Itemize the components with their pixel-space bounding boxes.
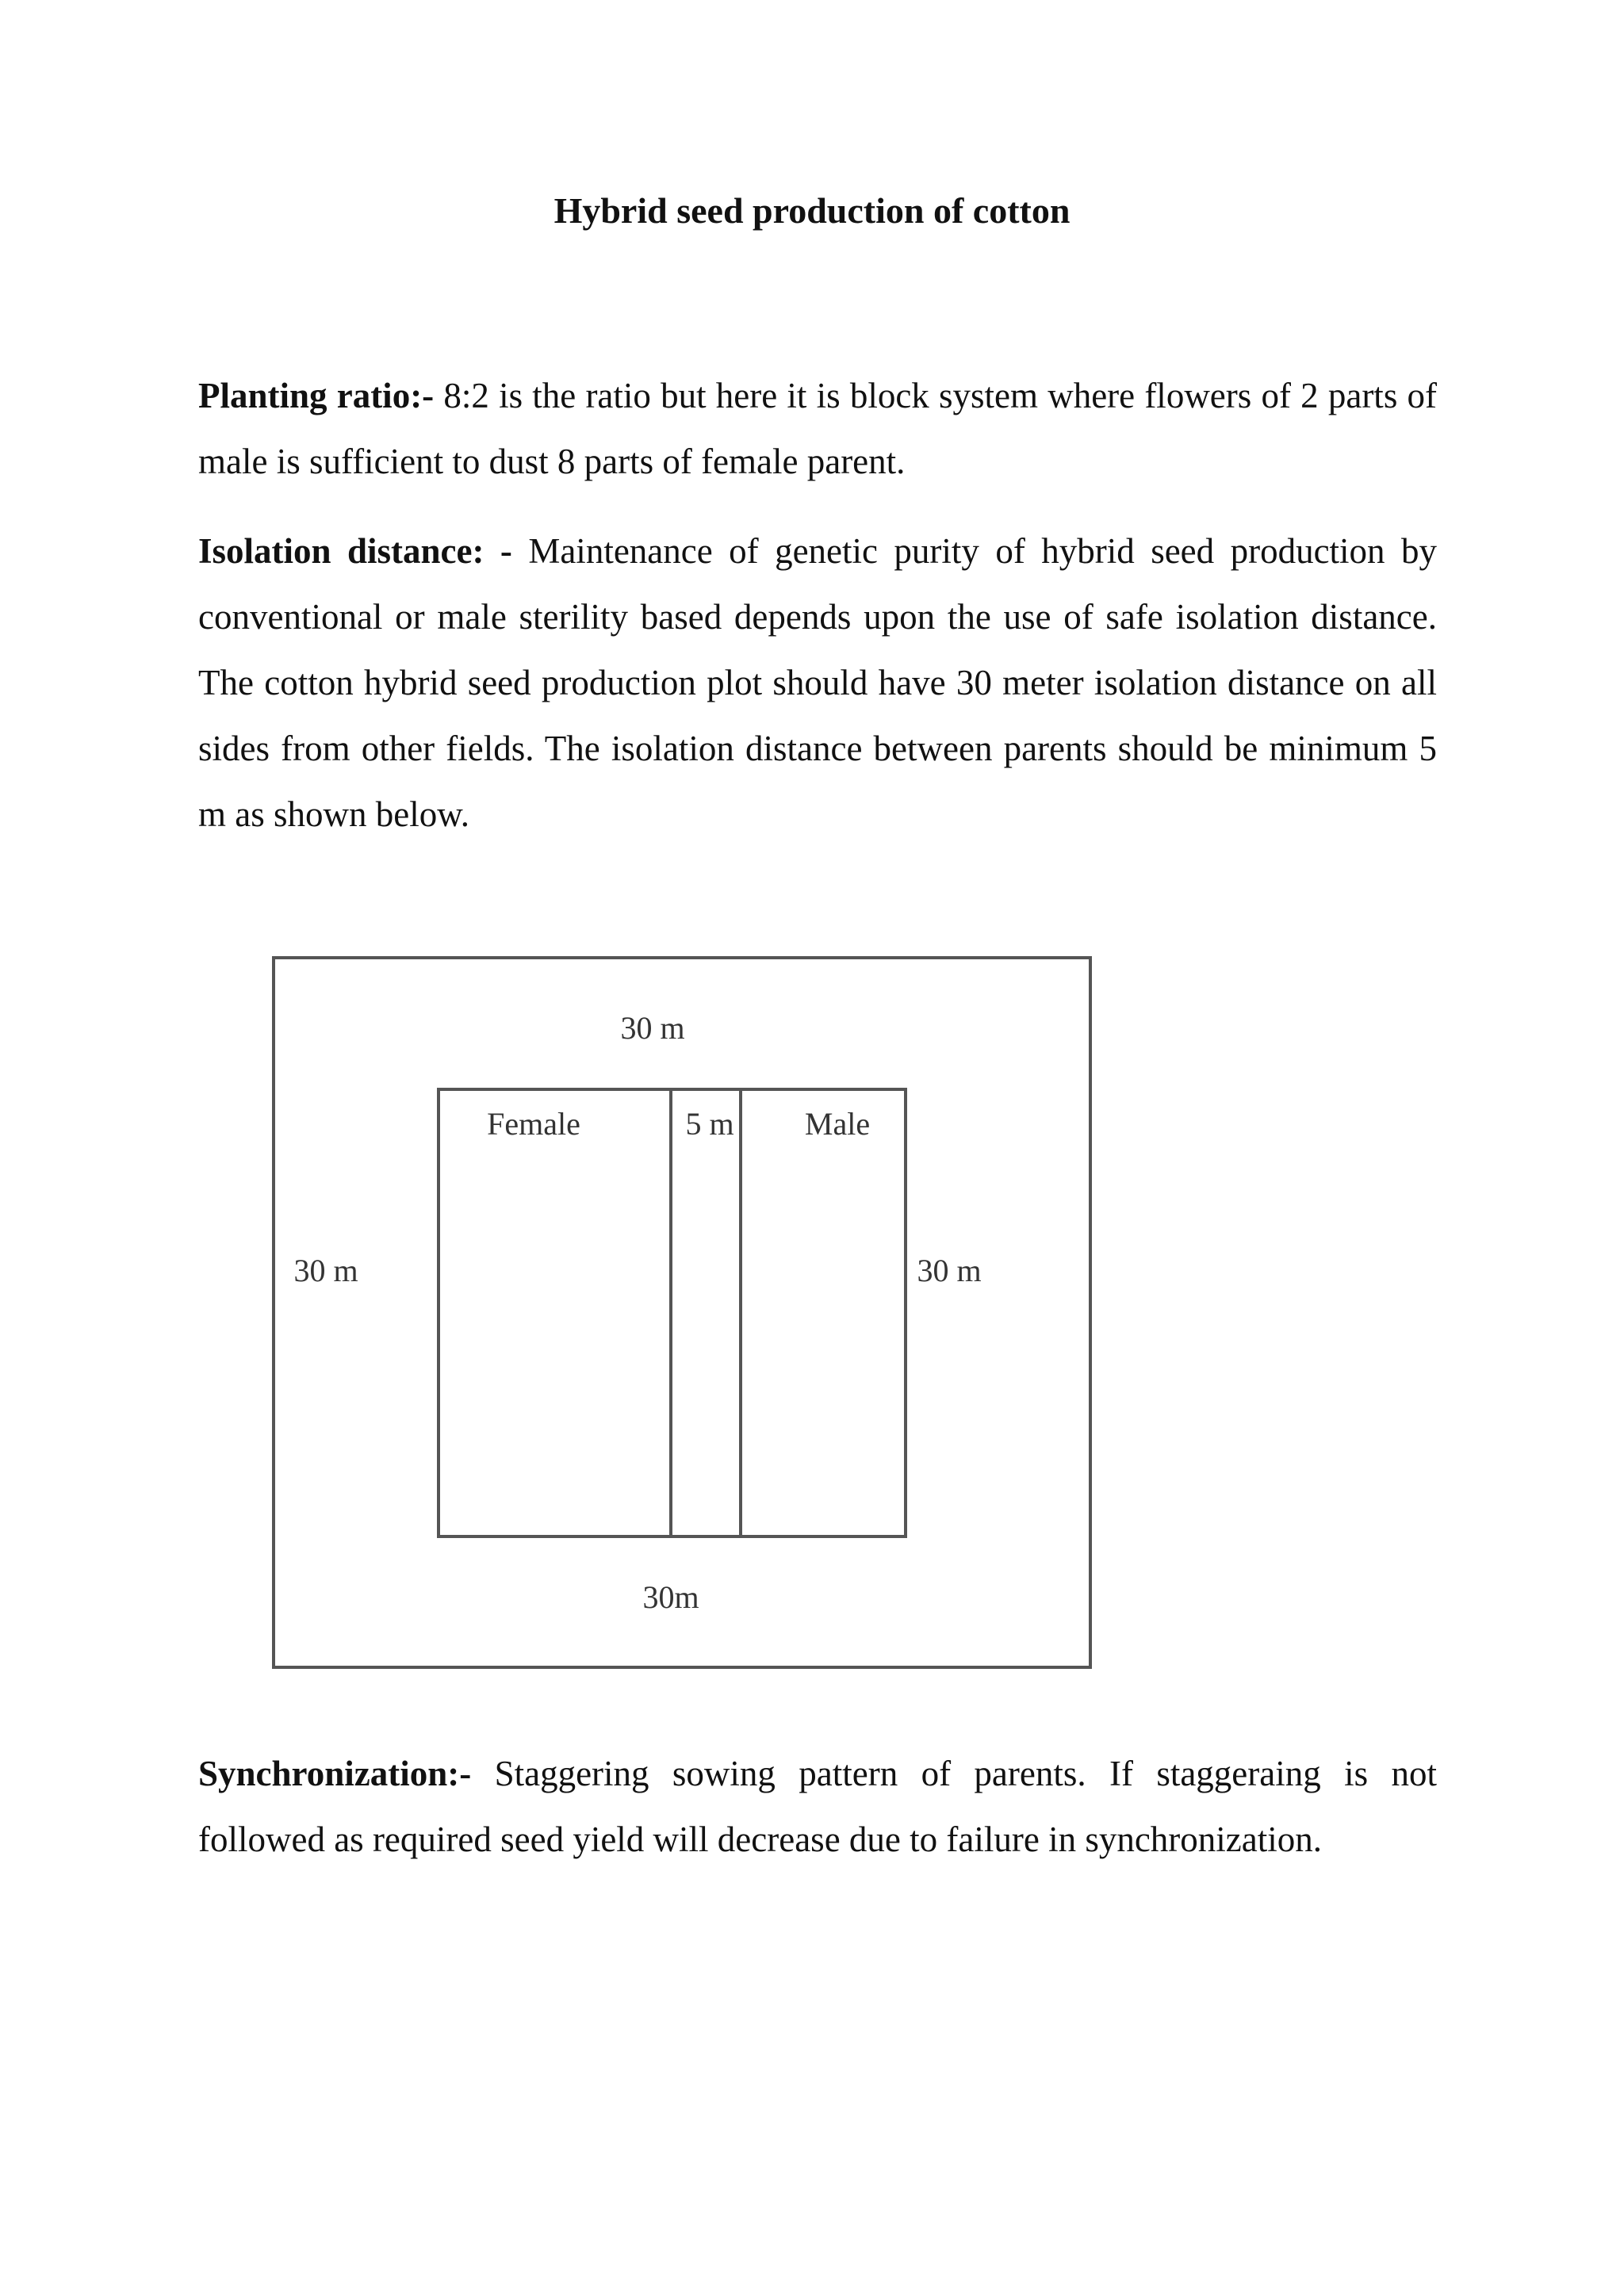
page-title: Hybrid seed production of cotton — [553, 190, 1071, 231]
male-label: Male — [804, 1106, 871, 1142]
synchronization-label: Synchronization:- — [198, 1754, 472, 1793]
gap-distance-label: 5 m — [685, 1106, 734, 1142]
synchronization-text: Staggering sowing pattern of parents. If staggeraing is not followed as required seed yield will decrease due to failure in synchronization. — [198, 1754, 1437, 1859]
isolation-distance-text: Maintenance of genetic purity of hybrid seed production by conventional or male sterility based depends upon the use of safe isolation distance. The cotton hybrid seed production plot should have 30 meter isolation distance on all sides from other fields. The isolation distance between parents should be minimum 5 m as shown below. — [198, 531, 1437, 834]
female-label: Female — [487, 1106, 580, 1142]
planting-ratio-paragraph — [198, 363, 1437, 495]
planting-ratio-label: Planting ratio:- — [198, 376, 435, 415]
planting-ratio-text: 8:2 is the ratio but here it is block system where flowers of 2 parts of male is sufficient to dust 8 parts of female parent. — [198, 376, 1438, 481]
bottom-distance-label: 30m — [642, 1579, 699, 1615]
left-distance-label: 30 m — [293, 1253, 358, 1288]
isolation-distance-label: Isolation distance: - — [198, 531, 512, 571]
synchronization-paragraph — [198, 1741, 1437, 1873]
right-distance-label: 30 m — [917, 1253, 982, 1288]
top-distance-label: 30 m — [620, 1010, 685, 1046]
outer-field-boundary — [274, 958, 1090, 1667]
isolation-distance-paragraph — [198, 519, 1437, 848]
inner-plot-boundary — [439, 1089, 906, 1536]
